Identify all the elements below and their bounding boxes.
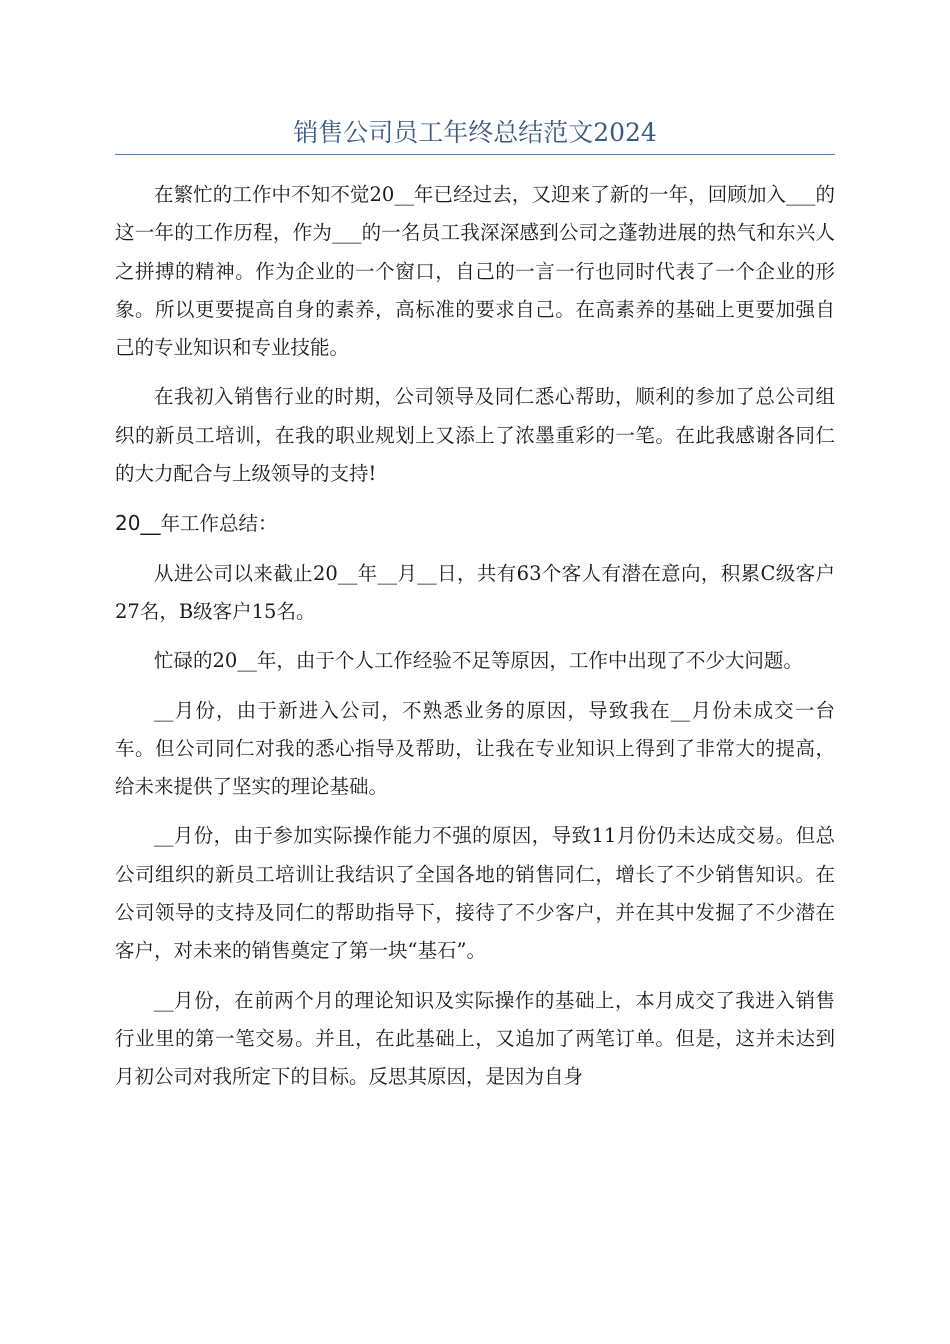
summary-paragraph-1: 从进公司以来截止20__年__月__日，共有63个客人有潜在意向，积累C级客户27名，B级客户15名。 xyxy=(115,561,835,623)
section-heading-text: 年工作总结： xyxy=(160,512,278,536)
title-underline xyxy=(115,154,835,155)
summary-paragraph-2: 忙碌的20__年，由于个人工作经验不足等原因，工作中出现了不少大问题。 xyxy=(154,649,803,673)
summary-paragraph-4: __月份，由于参加实际操作能力不强的原因，导致11月份仍未达成交易。但总公司组织的新员工培训让我结识了全国各地的销售同仁，增长了不少销售知识。在公司领导的支持及同仁的帮助指导下，接待了不少客户，并在其中发掘了不少潜在客户，对未来的销售奠定了第一块“基石”。 xyxy=(115,824,835,963)
summary-paragraph-5: __月份，在前两个月的理论知识及实际操作的基础上，本月成交了我进入销售行业里的第一笔交易。并且，在此基础上，又追加了两笔订单。但是，这并未达到月初公司对我所定下的目标。反思其原因，是因为自身 xyxy=(115,988,835,1089)
document-body xyxy=(115,176,835,1108)
intro-paragraph-2: 在我初入销售行业的时期，公司领导及同仁悉心帮助，顺利的参加了总公司组织的新员工培训，在我的职业规划上又添上了浓墨重彩的一笔。在此我感谢各同仁的大力配合与上级领导的支持! xyxy=(115,385,835,486)
section-heading xyxy=(115,504,835,543)
document-title: 销售公司员工年终总结范文2024 xyxy=(293,118,657,147)
summary-paragraph-3: __月份，由于新进入公司，不熟悉业务的原因，导致我在__月份未成交一台车。但公司同仁对我的悉心指导及帮助，让我在专业知识上得到了非常大的提高，给未来提供了坚实的理论基础。 xyxy=(115,698,835,799)
section-heading-year: 20__ xyxy=(115,511,161,536)
intro-paragraph-1: 在繁忙的工作中不知不觉20__年已经过去，又迎来了新的一年，回顾加入___的这一年的工作历程，作为___的一名员工我深深感到公司之蓬勃进展的热气和东兴人之拼搏的精神。作为企业的一个窗口，自己的一言一行也同时代表了一个企业的形象。所以更要提高自身的素养，高标准的要求自己。在高素养的基础上更要加强自己的专业知识和专业技能。 xyxy=(115,183,835,360)
